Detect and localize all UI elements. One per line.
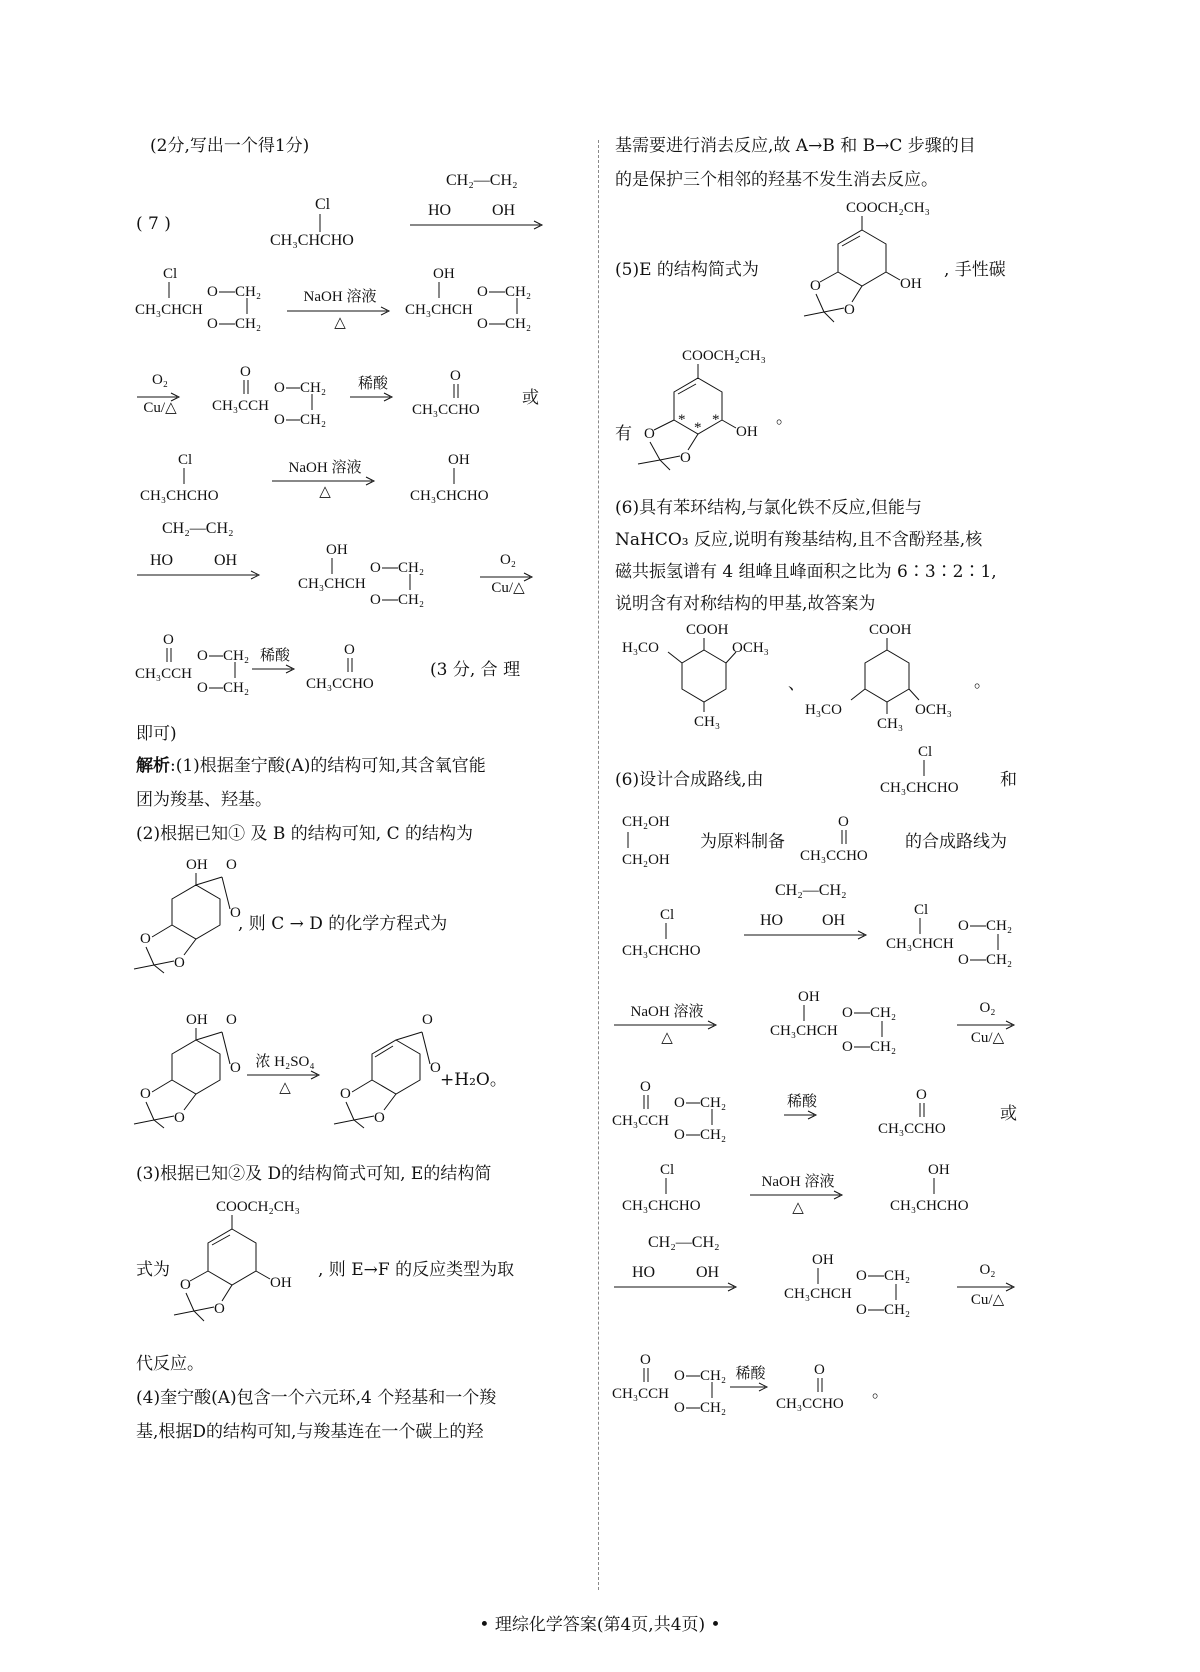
- svg-text:O: O: [958, 918, 969, 934]
- analysis-p1: :(1)根据奎宁酸(A)的结构可知,其含氧官能: [170, 756, 486, 776]
- route-heat: △: [661, 1030, 673, 1046]
- svg-text:O: O: [274, 412, 285, 428]
- keto-acetal-2: [135, 628, 265, 708]
- r-line-5d: 。: [776, 408, 793, 428]
- r-line-6d: 说明含有对称结构的甲基,故答案为: [615, 594, 876, 614]
- svg-text:OH: OH: [186, 1012, 208, 1028]
- acid-structure-2: [805, 620, 975, 730]
- svg-text:O: O: [644, 426, 655, 442]
- route-cu-heat-2: Cu/△: [970, 1292, 1005, 1308]
- cu-heat-label-2: Cu/△: [491, 580, 525, 596]
- svg-text:CH₃CCHO: CH₃CCHO: [412, 402, 480, 418]
- route-glycol-oh-2: OH: [696, 1264, 720, 1281]
- acid-label-2: 稀酸: [259, 648, 290, 664]
- svg-text:Cl: Cl: [660, 907, 675, 923]
- hydroxy-aldehyde: [410, 450, 530, 505]
- svg-text:CH₃CCH: CH₃CCH: [612, 1386, 669, 1402]
- svg-text:O: O: [226, 1012, 237, 1028]
- svg-text:Cl: Cl: [918, 744, 933, 760]
- svg-text:CH₃CHCH: CH₃CHCH: [886, 936, 954, 952]
- analysis-line-9: (4)奎宁酸(A)包含一个六元环,4 个羟基和一个羧: [136, 1388, 497, 1408]
- svg-text:CH₃CCH: CH₃CCH: [135, 666, 192, 682]
- svg-text:O: O: [370, 560, 381, 576]
- cu-heat-label: Cu/△: [143, 400, 177, 416]
- svg-text:OH: OH: [186, 857, 208, 873]
- svg-text:O: O: [230, 905, 241, 921]
- svg-text:O: O: [140, 1086, 151, 1102]
- svg-text:CH₂: CH₂: [505, 284, 532, 300]
- route-alt-start: [622, 1160, 742, 1215]
- analysis-line-7: , 则 E→F 的反应类型为取: [318, 1260, 515, 1280]
- plus-water: +H₂O。: [440, 1070, 507, 1090]
- svg-text:CH₃CCH: CH₃CCH: [212, 398, 269, 414]
- glycol-oh: OH: [492, 202, 516, 219]
- svg-text:CH₂: CH₂: [398, 592, 425, 608]
- svg-text:O: O: [856, 1268, 867, 1284]
- svg-text:CH₂: CH₂: [235, 316, 262, 332]
- svg-text:CH₂: CH₂: [884, 1268, 911, 1284]
- svg-text:OH: OH: [900, 276, 922, 292]
- route-glycol-top-2: CH₂—CH₂: [648, 1234, 720, 1251]
- score-note: (2分,写出一个得1分): [150, 136, 310, 156]
- svg-text:CH₂: CH₂: [986, 952, 1013, 968]
- svg-text:OH: OH: [736, 424, 758, 440]
- svg-text:CH₃CHCHO: CH₃CHCHO: [622, 943, 701, 959]
- hydroxy-acetal: [405, 262, 545, 342]
- svg-text:O: O: [430, 1060, 441, 1076]
- svg-text:CH₃CCHO: CH₃CCHO: [776, 1396, 844, 1412]
- column-divider: [598, 140, 599, 1590]
- svg-text:O: O: [240, 364, 251, 380]
- svg-text:O: O: [674, 1368, 685, 1384]
- analysis-line-4: , 则 C → D 的化学方程式为: [238, 914, 448, 934]
- svg-text:Cl: Cl: [163, 266, 178, 282]
- reaction-arrow: [250, 664, 300, 674]
- svg-text:CH₃CHCHO: CH₃CHCHO: [622, 1198, 701, 1214]
- svg-text:CH₃CHCH: CH₃CHCH: [135, 302, 203, 318]
- page-footer: • 理综化学答案(第4页,共4页) •: [479, 1615, 721, 1635]
- structure-e-chiral: [630, 344, 780, 484]
- svg-text:COOH: COOH: [686, 622, 729, 638]
- reagent-glycol: [622, 810, 702, 870]
- svg-text:CH₂: CH₂: [870, 1005, 897, 1021]
- svg-text:CH₃CHCH: CH₃CHCH: [770, 1023, 838, 1039]
- route-glycol-oh: OH: [822, 912, 846, 929]
- route-acid-2: 稀酸: [735, 1366, 766, 1382]
- r-line-7a: (6)设计合成路线,由: [615, 770, 764, 790]
- route-or: 或: [1000, 1104, 1017, 1124]
- svg-text:CH₃CCHO: CH₃CCHO: [306, 676, 374, 692]
- svg-text:O: O: [340, 1086, 351, 1102]
- acid-label: 稀酸: [357, 376, 388, 392]
- route-cu-heat: Cu/△: [970, 1030, 1005, 1046]
- svg-text:O: O: [163, 632, 174, 648]
- o2-label-2: O₂: [499, 552, 517, 568]
- end-mark: 。: [974, 672, 991, 692]
- reaction-arrow: [135, 570, 265, 580]
- product-pyruvaldehyde: [412, 366, 522, 416]
- keto-acetal: [212, 360, 342, 440]
- route-chloro-acetal: [886, 898, 1026, 978]
- svg-text:CH₃: CH₃: [694, 714, 721, 730]
- svg-text:CH₂: CH₂: [235, 284, 262, 300]
- svg-text:CH₃CHCH: CH₃CHCH: [784, 1286, 852, 1302]
- svg-text:CH₂: CH₂: [300, 380, 327, 396]
- r-line-2: 的是保护三个相邻的羟基不发生消去反应。: [615, 170, 938, 190]
- naoh-label: NaOH 溶液: [303, 289, 377, 305]
- svg-text:OH: OH: [798, 989, 820, 1005]
- svg-text:CH₂: CH₂: [300, 412, 327, 428]
- svg-text:O: O: [958, 952, 969, 968]
- svg-text:OH: OH: [448, 452, 470, 468]
- r-line-5b: , 手性碳: [944, 260, 1006, 280]
- svg-text:O: O: [174, 955, 185, 971]
- route-start: [622, 905, 742, 960]
- svg-text:O: O: [842, 1005, 853, 1021]
- r-line-6a: (6)具有苯环结构,与氯化铁不反应,但能与: [615, 498, 922, 518]
- svg-text:CH₃CHCH: CH₃CHCH: [405, 302, 473, 318]
- q7-label: ( 7 ): [136, 214, 171, 234]
- analysis-line-2: 团为羧基、羟基。: [136, 790, 272, 810]
- glycol-ho-2: HO: [150, 552, 174, 569]
- svg-text:CH₂: CH₂: [870, 1039, 897, 1055]
- r-line-5c: 有: [615, 424, 632, 444]
- route-glycol-ho: HO: [760, 912, 784, 929]
- bond-line: [300, 212, 340, 234]
- svg-text:COOH: COOH: [869, 622, 912, 638]
- route-end: 。: [872, 1382, 889, 1402]
- svg-text:O: O: [674, 1127, 685, 1143]
- svg-text:O: O: [856, 1302, 867, 1318]
- svg-text:CH₂: CH₂: [884, 1302, 911, 1318]
- svg-text:CH₂: CH₂: [223, 648, 250, 664]
- svg-text:OH: OH: [326, 542, 348, 558]
- svg-text:O: O: [230, 1060, 241, 1076]
- structure-e-right: [800, 196, 950, 336]
- reagent-aldehyde: [880, 742, 1000, 797]
- route-heat-2: △: [792, 1200, 804, 1216]
- svg-text:O: O: [274, 380, 285, 396]
- svg-text:O: O: [814, 1362, 825, 1378]
- svg-text:CH₂OH: CH₂OH: [622, 814, 670, 830]
- svg-text:O: O: [207, 316, 218, 332]
- route-hydroxy-acetal: [770, 985, 910, 1065]
- glycol-top-2: CH₂—CH₂: [162, 520, 234, 537]
- conc-h2so4-label: 浓 H₂SO₄: [255, 1054, 315, 1070]
- glycol-top: CH₂—CH₂: [446, 172, 518, 189]
- svg-text:O: O: [477, 316, 488, 332]
- route-keto-acetal: [612, 1075, 742, 1155]
- svg-text:O: O: [226, 857, 237, 873]
- naoh-label-2: NaOH 溶液: [288, 460, 362, 476]
- svg-text:Cl: Cl: [660, 1162, 675, 1178]
- structure-d: [330, 1010, 440, 1135]
- svg-text:O: O: [842, 1039, 853, 1055]
- svg-text:CH₃CCH: CH₃CCH: [612, 1113, 669, 1129]
- route-hydroxy-acetal-2: [784, 1248, 924, 1328]
- route-o2-2: O₂: [979, 1262, 996, 1278]
- svg-text:CH₂: CH₂: [986, 918, 1013, 934]
- svg-text:CH₃CHCHO: CH₃CHCHO: [410, 488, 489, 504]
- svg-text:O: O: [344, 642, 355, 658]
- svg-text:*: *: [712, 412, 720, 428]
- route-naoh-2: NaOH 溶液: [761, 1174, 835, 1190]
- svg-text:O: O: [197, 648, 208, 664]
- r-line-7b: 和: [1000, 770, 1017, 790]
- reaction-arrow: [612, 1282, 742, 1292]
- glycol-ho: HO: [428, 202, 452, 219]
- structure-c-2: [130, 1010, 240, 1135]
- r-line-7d: 的合成路线为: [905, 832, 1007, 852]
- r-line-7c: 为原料制备: [700, 832, 785, 852]
- heat-label-2: △: [319, 484, 331, 500]
- analysis-line-6: 式为: [136, 1260, 170, 1280]
- reaction-arrow: [728, 1382, 773, 1392]
- cl-sub: Cl: [315, 196, 331, 213]
- svg-text:*: *: [678, 412, 686, 428]
- svg-text:CH₃CCHO: CH₃CCHO: [800, 848, 868, 864]
- svg-text:O: O: [640, 1352, 651, 1368]
- reaction-arrow: [742, 930, 872, 940]
- svg-text:O: O: [174, 1110, 185, 1126]
- svg-text:O: O: [214, 1301, 225, 1317]
- svg-text:CH₃CHCH: CH₃CHCH: [298, 576, 366, 592]
- svg-text:CH₂: CH₂: [700, 1368, 727, 1384]
- svg-text:CH₂: CH₂: [398, 560, 425, 576]
- reaction-arrow: [408, 220, 548, 230]
- route-o2: O₂: [979, 1000, 996, 1016]
- svg-text:Cl: Cl: [178, 452, 193, 468]
- svg-text:O: O: [477, 284, 488, 300]
- analysis-line-5: (3)根据已知②及 D的结构简式可知, E的结构简: [136, 1164, 492, 1184]
- route-glycol-ho-2: HO: [632, 1264, 656, 1281]
- svg-text:*: *: [694, 420, 702, 436]
- r-line-1: 基需要进行消去反应,故 A→B 和 B→C 步骤的目: [615, 136, 976, 156]
- acid-structure-1: [622, 620, 792, 730]
- chloro-acetal: [135, 262, 275, 342]
- r-line-5: (5)E 的结构简式为: [615, 260, 759, 280]
- svg-text:COOCH₂CH₃: COOCH₂CH₃: [682, 348, 766, 364]
- analysis-line-1: [136, 752, 486, 780]
- route-glycol-top: CH₂—CH₂: [775, 882, 847, 899]
- svg-text:H₃CO: H₃CO: [805, 702, 842, 718]
- svg-text:O: O: [838, 814, 849, 830]
- route-product: [878, 1085, 988, 1135]
- analysis-line-3: (2)根据已知① 及 B 的结构可知, C 的结构为: [136, 824, 474, 844]
- ok-text: 即可): [136, 724, 177, 744]
- svg-text:OH: OH: [928, 1162, 950, 1178]
- structure-c: [130, 855, 240, 975]
- route-keto-acetal-2: [612, 1348, 742, 1428]
- heat-label-3: △: [279, 1080, 291, 1096]
- svg-text:O: O: [640, 1079, 651, 1095]
- svg-text:O: O: [197, 680, 208, 696]
- analysis-label: 解析: [136, 756, 170, 776]
- svg-text:CH₂: CH₂: [505, 316, 532, 332]
- glycol-oh-2: OH: [214, 552, 238, 569]
- svg-text:O: O: [370, 592, 381, 608]
- svg-text:CH₃CHCHO: CH₃CHCHO: [140, 488, 219, 504]
- svg-text:O: O: [916, 1087, 927, 1103]
- svg-text:OH: OH: [270, 1275, 292, 1291]
- svg-text:O: O: [180, 1277, 191, 1293]
- svg-text:O: O: [680, 450, 691, 466]
- separator: 、: [788, 674, 805, 694]
- svg-text:COOCH₂CH₃: COOCH₂CH₃: [846, 200, 930, 216]
- o2-label: O₂: [151, 372, 169, 388]
- chloro-aldehyde: [140, 450, 250, 505]
- score3-text: (3 分, 合 理: [430, 660, 521, 680]
- svg-text:OCH₃: OCH₃: [732, 640, 769, 656]
- route-alt-hydroxy: [890, 1160, 1010, 1215]
- svg-text:CH₃CHCHO: CH₃CHCHO: [880, 780, 959, 796]
- analysis-line-10: 基,根据D的结构可知,与羧基连在一个碳上的羟: [136, 1422, 484, 1442]
- svg-text:CH₂OH: CH₂OH: [622, 852, 670, 868]
- target-product: [800, 812, 910, 862]
- svg-text:CH₃CCHO: CH₃CCHO: [878, 1121, 946, 1137]
- r-line-6c: 磁共振氢谱有 4 组峰且峰面积之比为 6∶3∶2∶1,: [615, 562, 997, 582]
- svg-text:O: O: [207, 284, 218, 300]
- start-aldehyde: CH₃CHCHO: [270, 232, 354, 249]
- svg-text:Cl: Cl: [914, 902, 929, 918]
- or-text: 或: [522, 388, 539, 408]
- svg-text:CH₃CHCHO: CH₃CHCHO: [890, 1198, 969, 1214]
- svg-text:CH₃: CH₃: [877, 716, 904, 732]
- product-pyruvaldehyde-2: [306, 640, 416, 690]
- route-product-2: [776, 1360, 886, 1410]
- svg-text:O: O: [450, 368, 461, 384]
- structure-e: [170, 1195, 320, 1335]
- svg-text:CH₂: CH₂: [700, 1400, 727, 1416]
- route-acid: 稀酸: [786, 1094, 817, 1110]
- svg-text:O: O: [140, 931, 151, 947]
- svg-text:OH: OH: [433, 266, 455, 282]
- svg-text:OH: OH: [812, 1252, 834, 1268]
- reaction-arrow: [782, 1110, 822, 1120]
- svg-text:H₃CO: H₃CO: [622, 640, 659, 656]
- svg-text:O: O: [374, 1110, 385, 1126]
- svg-text:COOCH₂CH₃: COOCH₂CH₃: [216, 1199, 300, 1215]
- r-line-6b: NaHCO₃ 反应,说明有羧基结构,且不含酚羟基,核: [615, 530, 983, 550]
- route-naoh: NaOH 溶液: [630, 1004, 704, 1020]
- svg-text:CH₂: CH₂: [223, 680, 250, 696]
- reaction-arrow: [348, 392, 398, 402]
- svg-text:O: O: [674, 1095, 685, 1111]
- svg-text:O: O: [810, 278, 821, 294]
- svg-text:CH₂: CH₂: [700, 1127, 727, 1143]
- svg-text:O: O: [844, 302, 855, 318]
- heat-label: △: [334, 315, 346, 331]
- svg-text:OCH₃: OCH₃: [915, 702, 952, 718]
- analysis-line-8: 代反应。: [136, 1354, 204, 1374]
- svg-text:O: O: [422, 1012, 433, 1028]
- svg-text:O: O: [674, 1400, 685, 1416]
- svg-text:CH₂: CH₂: [700, 1095, 727, 1111]
- hydroxy-acetal-2: [298, 538, 438, 618]
